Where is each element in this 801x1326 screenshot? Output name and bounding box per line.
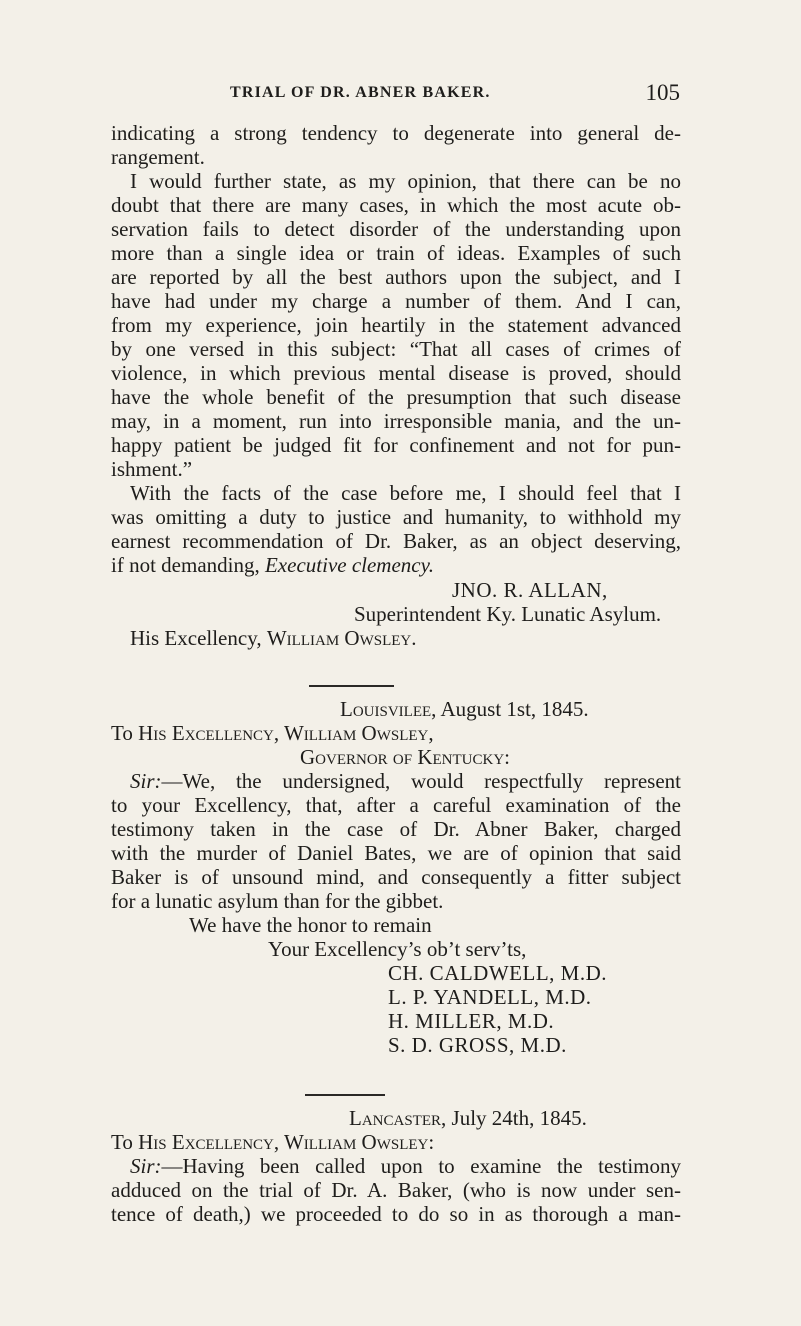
addressee-prefix: His Excellency, — [130, 626, 262, 650]
recipient-name: His Excellency, William Owsley: — [138, 1130, 435, 1154]
recipient-line — [111, 1130, 434, 1154]
text-line: Baker is of unsound mind, and consequently a fitter subject — [111, 865, 681, 889]
text-line: by one versed in this subject: “That all cases of crimes of — [111, 337, 681, 361]
addressee-line — [130, 626, 416, 650]
dateline — [340, 697, 589, 721]
text-line: was omitting a duty to justice and humanity, to withhold my — [111, 505, 681, 529]
recipient-prefix: To — [111, 1130, 133, 1154]
text-line: ishment.” — [111, 457, 193, 481]
running-header — [230, 80, 680, 105]
section-divider — [309, 685, 394, 687]
text-line: may, in a moment, run into irresponsible mania, and the un- — [111, 409, 681, 433]
text-line: I would further state, as my opinion, that there can be no — [130, 169, 681, 193]
text-line: adduced on the trial of Dr. A. Baker, (who is now under sen- — [111, 1178, 681, 1202]
text-line: servation fails to detect disorder of the understanding upon — [111, 217, 681, 241]
text-line: earnest recommendation of Dr. Baker, as an object deserving, — [111, 529, 681, 553]
text-line: happy patient be judged fit for confinement and not for pun- — [111, 433, 681, 457]
page-number: 105 — [645, 80, 680, 105]
recipient-title: Governor of Kentucky: — [300, 745, 511, 769]
text-line: are reported by all the best authors upon the subject, and I — [111, 265, 681, 289]
text-line-final — [111, 553, 434, 577]
text-line: violence, in which previous mental disease is proved, should — [111, 361, 681, 385]
addressee-name: William Owsley. — [266, 626, 417, 650]
date: August 1st, 1845. — [440, 697, 589, 721]
closing-line: We have the honor to remain — [189, 913, 432, 937]
text-line — [130, 769, 681, 793]
text-fragment: —Having been called upon to examine the testimony — [161, 1154, 681, 1178]
text-line: indicating a strong tendency to degenerate into general de- — [111, 121, 681, 145]
signature-title: Superintendent Ky. Lunatic Asylum. — [354, 602, 662, 626]
signatory: H. MILLER, M.D. — [388, 1009, 555, 1033]
italic-phrase: Executive clemency. — [264, 553, 435, 577]
signatory: L. P. YANDELL, M.D. — [388, 985, 592, 1009]
signatory: CH. CALDWELL, M.D. — [388, 961, 607, 985]
text-line: rangement. — [111, 145, 205, 169]
text-line: to your Excellency, that, after a careful examination of the — [111, 793, 681, 817]
text-line: tence of death,) we proceeded to do so in as thorough a man- — [111, 1202, 681, 1226]
recipient-prefix: To — [111, 721, 133, 745]
text-line: more than a single idea or train of ideas. Examples of such — [111, 241, 681, 265]
recipient-name: His Excellency, William Owsley, — [138, 721, 434, 745]
text-line: doubt that there are many cases, in which the most acute ob- — [111, 193, 681, 217]
recipient-line — [111, 721, 434, 745]
text-line: have had under my charge a number of them. And I can, — [111, 289, 681, 313]
signature-name: JNO. R. ALLAN, — [452, 578, 608, 602]
text-line: have the whole benefit of the presumption that such disease — [111, 385, 681, 409]
place: Louisvilee, — [340, 697, 437, 721]
dateline — [349, 1106, 587, 1130]
text-line: from my experience, join heartily in the statement advanced — [111, 313, 681, 337]
salutation: Sir: — [130, 769, 162, 793]
closing-line: Your Excellency’s ob’t serv’ts, — [268, 937, 527, 961]
place: Lancaster, — [349, 1106, 447, 1130]
salutation: Sir: — [130, 1154, 162, 1178]
running-title: TRIAL OF DR. ABNER BAKER. — [230, 84, 491, 101]
text-fragment: —We, the undersigned, would respectfully represent — [161, 769, 681, 793]
text-line: for a lunatic asylum than for the gibbet. — [111, 889, 444, 913]
text-line: With the facts of the case before me, I should feel that I — [130, 481, 681, 505]
section-divider — [305, 1094, 385, 1096]
date: July 24th, 1845. — [451, 1106, 587, 1130]
text-line: with the murder of Daniel Bates, we are of opinion that said — [111, 841, 681, 865]
text-line: testimony taken in the case of Dr. Abner Baker, charged — [111, 817, 681, 841]
text-fragment: if not demanding, — [111, 553, 260, 577]
signatory: S. D. GROSS, M.D. — [388, 1033, 567, 1057]
text-line — [130, 1154, 681, 1178]
